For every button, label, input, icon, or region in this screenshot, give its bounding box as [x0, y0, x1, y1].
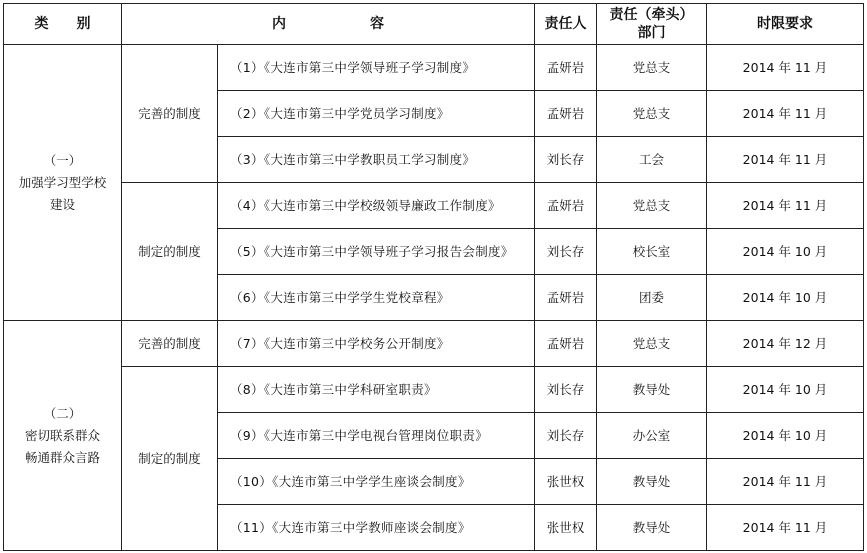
person-cell: 孟妍岩 — [535, 91, 597, 137]
department-cell: 教导处 — [597, 459, 707, 505]
deadline-cell: 2014 年 11 月 — [707, 91, 864, 137]
header-row — [4, 4, 864, 45]
person-cell: 刘长存 — [535, 413, 597, 459]
table-row — [4, 321, 864, 367]
category-number: （一） — [43, 152, 82, 168]
person-cell: 孟妍岩 — [535, 45, 597, 91]
header-department-line1: 责任（牵头） — [609, 7, 694, 23]
subgroup-label: 制定的制度 — [122, 183, 218, 321]
header-person: 责任人 — [535, 4, 597, 45]
deadline-cell: 2014 年 11 月 — [707, 459, 864, 505]
department-cell: 党总支 — [597, 321, 707, 367]
category-cell — [4, 45, 122, 321]
table-row — [4, 45, 864, 91]
deadline-cell: 2014 年 10 月 — [707, 413, 864, 459]
deadline-cell: 2014 年 11 月 — [707, 183, 864, 229]
person-cell: 孟妍岩 — [535, 275, 597, 321]
person-cell: 张世权 — [535, 505, 597, 551]
deadline-cell: 2014 年 10 月 — [707, 229, 864, 275]
category-title-line2: 建设 — [49, 196, 75, 212]
deadline-cell: 2014 年 11 月 — [707, 505, 864, 551]
person-cell: 刘长存 — [535, 229, 597, 275]
deadline-cell: 2014 年 12 月 — [707, 321, 864, 367]
category-title-line1: 加强学习型学校 — [18, 174, 107, 190]
deadline-cell: 2014 年 11 月 — [707, 137, 864, 183]
department-cell: 党总支 — [597, 91, 707, 137]
person-cell: 孟妍岩 — [535, 183, 597, 229]
table-row — [4, 183, 864, 229]
person-cell: 孟妍岩 — [535, 321, 597, 367]
header-content: 内 容 — [122, 4, 535, 45]
content-cell: （2）《大连市第三中学党员学习制度》 — [218, 91, 535, 137]
header-department — [597, 4, 707, 45]
content-cell: （10）《大连市第三中学学生座谈会制度》 — [218, 459, 535, 505]
deadline-cell: 2014 年 11 月 — [707, 45, 864, 91]
person-cell: 刘长存 — [535, 367, 597, 413]
subgroup-label: 完善的制度 — [122, 45, 218, 183]
department-cell: 校长室 — [597, 229, 707, 275]
header-category: 类 别 — [4, 4, 122, 45]
deadline-cell: 2014 年 10 月 — [707, 275, 864, 321]
header-department-line2: 部门 — [637, 25, 666, 41]
category-number: （二） — [43, 405, 82, 421]
content-cell: （8）《大连市第三中学科研室职责》 — [218, 367, 535, 413]
content-cell: （9）《大连市第三中学电视台管理岗位职责》 — [218, 413, 535, 459]
content-cell: （3）《大连市第三中学教职员工学习制度》 — [218, 137, 535, 183]
content-cell: （6）《大连市第三中学学生党校章程》 — [218, 275, 535, 321]
category-title-line1: 密切联系群众 — [24, 427, 100, 443]
content-cell: （5）《大连市第三中学领导班子学习报告会制度》 — [218, 229, 535, 275]
department-cell: 团委 — [597, 275, 707, 321]
content-cell: （1）《大连市第三中学领导班子学习制度》 — [218, 45, 535, 91]
department-cell: 党总支 — [597, 45, 707, 91]
person-cell: 刘长存 — [535, 137, 597, 183]
category-title-line2: 畅通群众言路 — [24, 449, 100, 465]
table-row — [4, 367, 864, 413]
department-cell: 工会 — [597, 137, 707, 183]
content-cell: （11）《大连市第三中学教师座谈会制度》 — [218, 505, 535, 551]
department-cell: 办公室 — [597, 413, 707, 459]
person-cell: 张世权 — [535, 459, 597, 505]
institution-table — [3, 3, 864, 551]
content-cell: （7）《大连市第三中学校务公开制度》 — [218, 321, 535, 367]
category-cell — [4, 321, 122, 551]
subgroup-label: 制定的制度 — [122, 367, 218, 551]
deadline-cell: 2014 年 10 月 — [707, 367, 864, 413]
department-cell: 教导处 — [597, 367, 707, 413]
department-cell: 党总支 — [597, 183, 707, 229]
header-deadline: 时限要求 — [707, 4, 864, 45]
department-cell: 教导处 — [597, 505, 707, 551]
subgroup-label: 完善的制度 — [122, 321, 218, 367]
content-cell: （4）《大连市第三中学校级领导廉政工作制度》 — [218, 183, 535, 229]
